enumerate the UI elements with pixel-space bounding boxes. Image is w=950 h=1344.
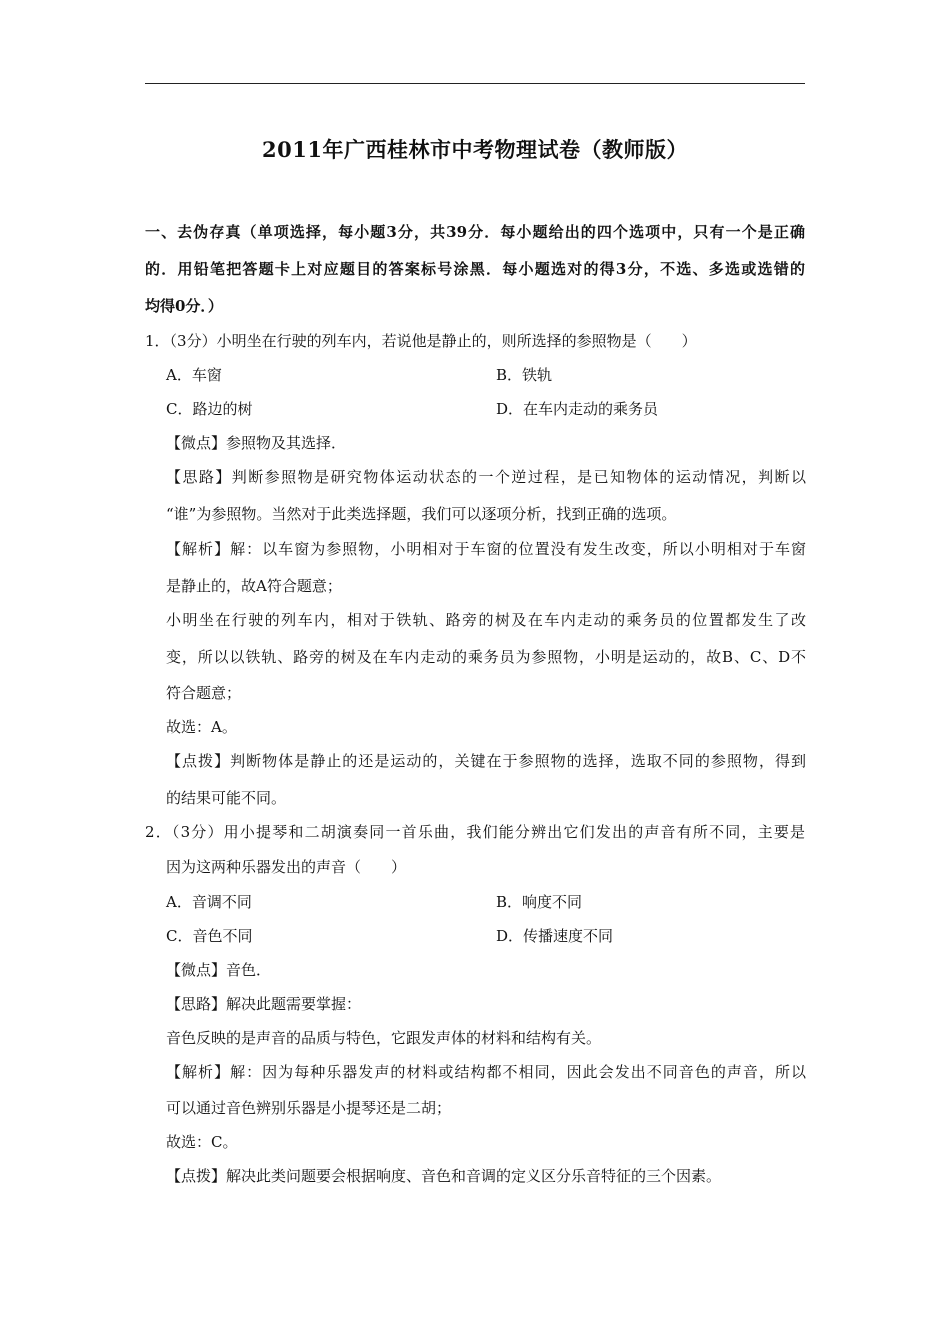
q1-answer: 故选：A。: [166, 718, 237, 736]
q1-option-c: C．路边的树: [166, 400, 253, 418]
q2-option-b: B．响度不同: [496, 893, 583, 911]
q1-jiexi-line-2: 是静止的，故A符合题意；: [166, 577, 342, 595]
q1-jiexi-line-3: 小明坐在行驶的列车内，相对于铁轨、路旁的树及在车内走动的乘务员的位置都发生了改: [166, 611, 806, 629]
q2-dianbo-line-1: 【点拨】解决此类问题要会根据响度、音色和音调的定义区分乐音特征的三个因素。: [166, 1167, 722, 1185]
q1-option-b: B．铁轨: [496, 366, 553, 384]
q1-jiexi-line-4: 变，所以以铁轨、路旁的树及在车内走动的乘务员为参照物，小明是运动的，故B、C、D不: [166, 648, 806, 666]
q1-option-a: A．车窗: [166, 366, 222, 384]
q1-dianbo-line-2: 的结果可能不同。: [166, 789, 287, 807]
q2-silu-line-2: 音色反映的是声音的品质与特色，它跟发声体的材料和结构有关。: [166, 1029, 602, 1047]
q2-stem-line-1: 2．（3分）用小提琴和二胡演奏同一首乐曲，我们能分辨出它们发出的声音有所不同，主要是: [145, 823, 805, 841]
q2-jiexi-line-1: 【解析】解：因为每种乐器发声的材料或结构都不相同，因此会发出不同音色的声音，所以: [166, 1063, 806, 1081]
q2-answer: 故选：C。: [166, 1133, 238, 1151]
q1-silu-line-1: 【思路】判断参照物是研究物体运动状态的一个逆过程，是已知物体的运动情况，判断以: [166, 468, 806, 486]
q2-jiexi-line-2: 可以通过音色辨别乐器是小提琴还是二胡；: [166, 1099, 452, 1117]
q1-stem: 1．（3分）小明坐在行驶的列车内，若说他是静止的，则所选择的参照物是（ ）: [145, 332, 697, 350]
q1-jiexi-line-5: 符合题意；: [166, 684, 242, 702]
header-rule: [145, 83, 805, 84]
q2-silu-line-1: 【思路】解决此题需要掌握：: [166, 995, 362, 1013]
section-heading-line-2: 的．用铅笔把答题卡上对应题目的答案标号涂黑．每小题选对的得3分，不选、多选或选错的: [145, 260, 805, 278]
section-heading-line-3: 均得0分．）: [145, 297, 223, 315]
q2-option-d: D．传播速度不同: [496, 927, 614, 945]
q2-stem-line-2: 因为这两种乐器发出的声音（ ）: [166, 858, 407, 876]
q1-option-d: D．在车内走动的乘务员: [496, 400, 659, 418]
section-heading-line-1: 一、去伪存真（单项选择，每小题3分，共39分．每小题给出的四个选项中，只有一个是正确: [145, 223, 805, 241]
q1-weidian: 【微点】参照物及其选择．: [166, 434, 347, 452]
q2-option-c: C．音色不同: [166, 927, 253, 945]
q1-jiexi-line-1: 【解析】解：以车窗为参照物，小明相对于车窗的位置没有发生改变，所以小明相对于车窗: [166, 540, 806, 558]
q2-option-a: A．音调不同: [166, 893, 252, 911]
q1-dianbo-line-1: 【点拨】判断物体是静止的还是运动的，关键在于参照物的选择，选取不同的参照物，得到: [166, 752, 806, 770]
q2-weidian: 【微点】音色．: [166, 961, 272, 979]
q1-silu-line-2: “谁”为参照物。当然对于此类选择题，我们可以逐项分析，找到正确的选项。: [166, 505, 677, 523]
page-title: 2011年广西桂林市中考物理试卷（教师版）: [262, 137, 688, 162]
